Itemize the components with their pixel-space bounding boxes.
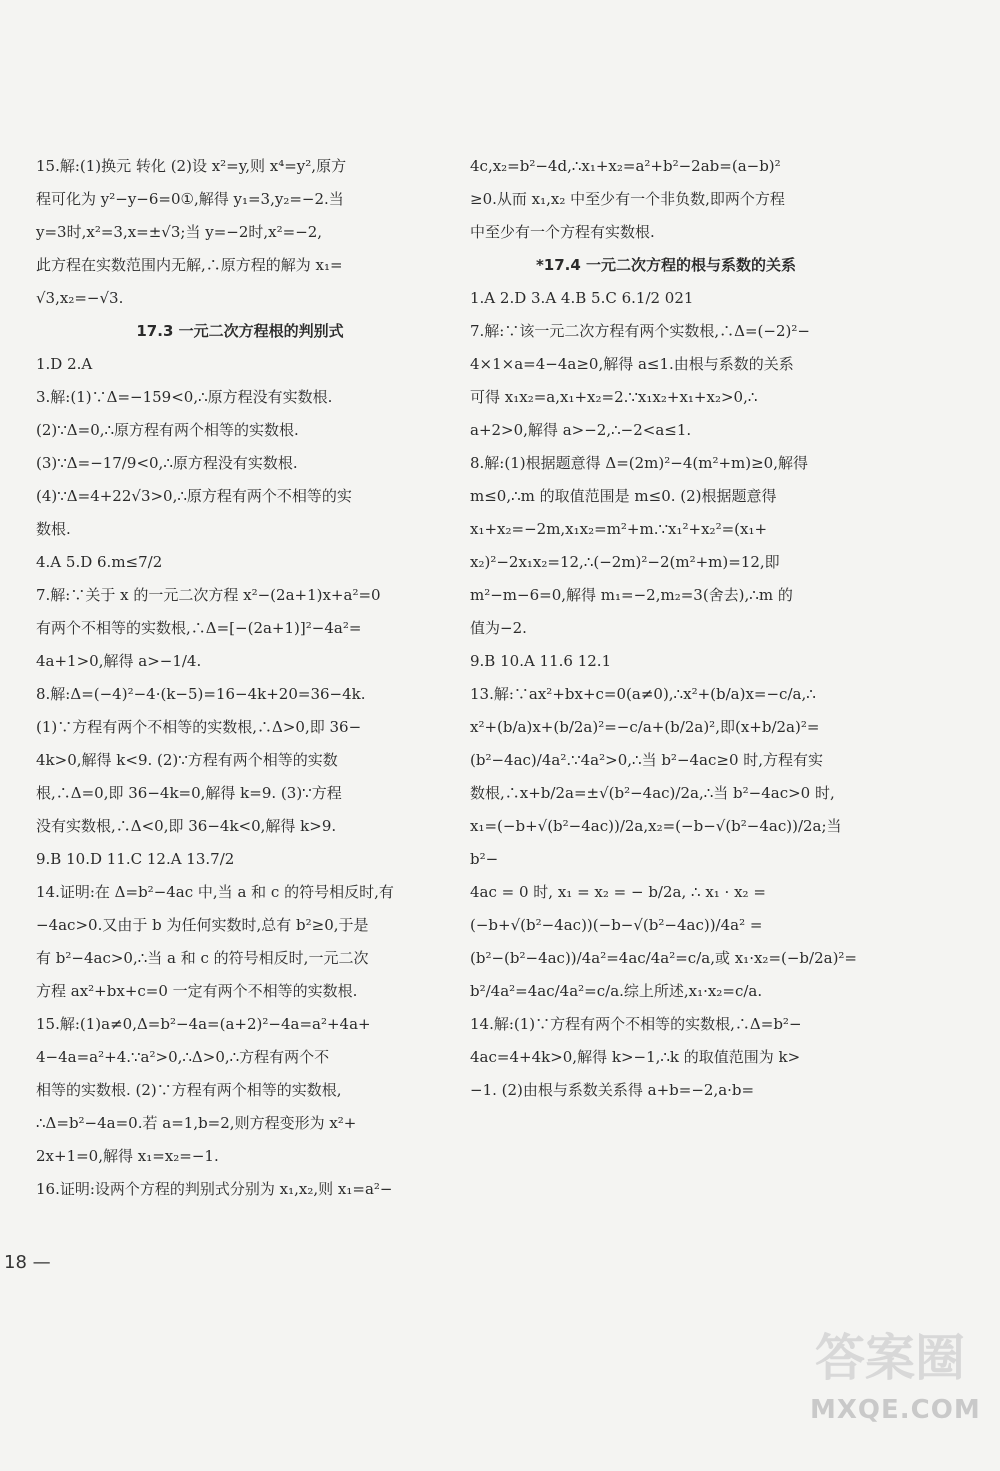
text-line: 4k>0,解得 k<9. (2)∵方程有两个相等的实数 — [36, 751, 338, 769]
text-line: 中至少有一个方程有实数根. — [470, 223, 655, 241]
text-line: (2)∵Δ=0,∴原方程有两个相等的实数根. — [36, 421, 299, 439]
page-number: 18 — — [4, 1252, 51, 1273]
text-line: (b²−4ac)/4a².∵4a²>0,∴当 b²−4ac≥0 时,方程有实 — [470, 751, 824, 769]
text-line: −1. (2)由根与系数关系得 a+b=−2,a·b= — [470, 1081, 755, 1099]
text-line: 2x+1=0,解得 x₁=x₂=−1. — [36, 1147, 219, 1165]
text-line: (1)∵方程有两个不相等的实数根,∴Δ>0,即 36− — [36, 718, 362, 736]
text-line: 15.解:(1)a≠0,Δ=b²−4a=(a+2)²−4a=a²+4a+ — [36, 1015, 371, 1033]
text-line: a+2>0,解得 a>−2,∴−2<a≤1. — [470, 421, 692, 439]
text-line: 4.A 5.D 6.m≤7/2 — [36, 553, 163, 571]
text-line: (4)∵Δ=4+22√3>0,∴原方程有两个不相等的实 — [36, 487, 352, 505]
text-line: 数根. — [36, 520, 71, 538]
text-line: 有 b²−4ac>0,∴当 a 和 c 的符号相反时,一元二次 — [36, 949, 369, 967]
watermark-logo: 答案圈 — [815, 1329, 965, 1387]
text-line: 没有实数根,∴Δ<0,即 36−4k<0,解得 k>9. — [36, 817, 337, 835]
text-line: √3,x₂=−√3. — [36, 289, 124, 307]
text-line: 14.证明:在 Δ=b²−4ac 中,当 a 和 c 的符号相反时,有 — [36, 883, 394, 901]
text-line: ≥0.从而 x₁,x₂ 中至少有一个非负数,即两个方程 — [470, 190, 785, 208]
text-line: 4×1×a=4−4a≥0,解得 a≤1.由根与系数的关系 — [470, 355, 794, 373]
text-line: 9.B 10.A 11.6 12.1 — [470, 652, 612, 670]
text-line: −4ac>0.又由于 b 为任何实数时,总有 b²≥0,于是 — [36, 916, 369, 934]
section-title-17-3: 17.3 一元二次方程根的判别式 — [136, 322, 344, 340]
text-line: x₁=(−b+√(b²−4ac))/2a,x₂=(−b−√(b²−4ac))/2a;当 b²− — [470, 817, 847, 868]
text-line: (b²−(b²−4ac))/4a²=4ac/4a²=c/a,或 x₁·x₂=(−b/2a)²= — [470, 949, 858, 967]
text-line: (−b+√(b²−4ac))(−b−√(b²−4ac))/4a² = — [470, 916, 763, 934]
text-line: 13.解:∵ax²+bx+c=0(a≠0),∴x²+(b/a)x=−c/a,∴ — [470, 685, 816, 703]
text-line: ∴Δ=b²−4a=0.若 a=1,b=2,则方程变形为 x²+ — [36, 1114, 357, 1132]
text-line: 4ac=4+4k>0,解得 k>−1,∴k 的取值范围为 k> — [470, 1048, 801, 1066]
text-line: 有两个不相等的实数根,∴Δ=[−(2a+1)]²−4a²= — [36, 619, 362, 637]
text-line: 1.D 2.A — [36, 355, 93, 373]
text-line: 7.解:∵关于 x 的一元二次方程 x²−(2a+1)x+a²=0 — [36, 586, 381, 604]
watermark-text: MXQE.COM — [810, 1395, 981, 1425]
text-line: m≤0,∴m 的取值范围是 m≤0. (2)根据题意得 — [470, 487, 777, 505]
text-line: m²−m−6=0,解得 m₁=−2,m₂=3(舍去),∴m 的 — [470, 586, 793, 604]
text-line: x₂)²−2x₁x₂=12,∴(−2m)²−2(m²+m)=12,即 — [470, 553, 780, 571]
text-line: 4a+1>0,解得 a>−1/4. — [36, 652, 202, 670]
text-line: 16.证明:设两个方程的判别式分别为 x₁,x₂,则 x₁=a²− — [36, 1180, 393, 1198]
text-line: (3)∵Δ=−17/9<0,∴原方程没有实数根. — [36, 454, 298, 472]
text-line: y=3时,x²=3,x=±√3;当 y=−2时,x²=−2, — [36, 223, 323, 241]
right-column — [470, 150, 862, 1107]
text-line: 相等的实数根. (2)∵方程有两个相等的实数根, — [36, 1081, 342, 1099]
text-line: b²/4a²=4ac/4a²=c/a.综上所述,x₁·x₂=c/a. — [470, 982, 763, 1000]
text-line: 方程 ax²+bx+c=0 一定有两个不相等的实数根. — [36, 982, 358, 1000]
text-line: 9.B 10.D 11.C 12.A 13.7/2 — [36, 850, 235, 868]
text-line: 此方程在实数范围内无解,∴原方程的解为 x₁= — [36, 256, 343, 274]
text-line: x₁+x₂=−2m,x₁x₂=m²+m.∵x₁²+x₂²=(x₁+ — [470, 520, 768, 538]
text-line: 4ac = 0 时, x₁ = x₂ = − b/2a, ∴ x₁ · x₂ = — [470, 883, 766, 901]
text-line: 4c,x₂=b²−4d,∴x₁+x₂=a²+b²−2ab=(a−b)² — [470, 157, 781, 175]
text-line: 1.A 2.D 3.A 4.B 5.C 6.1/2 021 — [470, 289, 694, 307]
text-line: 7.解:∵该一元二次方程有两个实数根,∴Δ=(−2)²− — [470, 322, 810, 340]
left-column — [36, 150, 444, 1206]
text-line: 8.解:(1)根据题意得 Δ=(2m)²−4(m²+m)≥0,解得 — [470, 454, 808, 472]
text-line: 14.解:(1)∵方程有两个不相等的实数根,∴Δ=b²− — [470, 1015, 802, 1033]
text-line: 程可化为 y²−y−6=0①,解得 y₁=3,y₂=−2.当 — [36, 190, 344, 208]
text-line: 4−4a=a²+4.∵a²>0,∴Δ>0,∴方程有两个不 — [36, 1048, 330, 1066]
text-line: x²+(b/a)x+(b/2a)²=−c/a+(b/2a)²,即(x+b/2a)²= — [470, 718, 820, 736]
section-title-17-4: *17.4 一元二次方程的根与系数的关系 — [535, 256, 797, 274]
text-line: 数根,∴x+b/2a=±√(b²−4ac)/2a,∴当 b²−4ac>0 时, — [470, 784, 835, 802]
text-line: 根,∴Δ=0,即 36−4k=0,解得 k=9. (3)∵方程 — [36, 784, 342, 802]
text-line: 值为−2. — [470, 619, 527, 637]
text-line: 8.解:Δ=(−4)²−4·(k−5)=16−4k+20=36−4k. — [36, 685, 366, 703]
text-line: 15.解:(1)换元 转化 (2)设 x²=y,则 x⁴=y²,原方 — [36, 157, 347, 175]
text-line: 可得 x₁x₂=a,x₁+x₂=2.∵x₁x₂+x₁+x₂>0,∴ — [470, 388, 758, 406]
text-line: 3.解:(1)∵Δ=−159<0,∴原方程没有实数根. — [36, 388, 333, 406]
